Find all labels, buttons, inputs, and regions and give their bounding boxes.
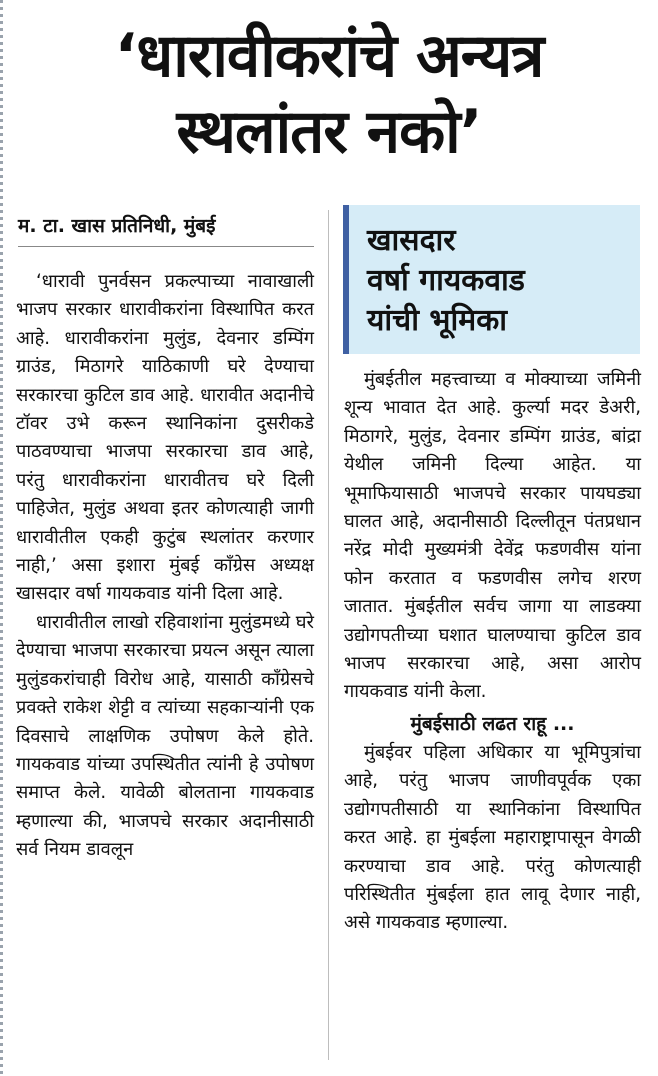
left-paragraph-1: ‘धारावी पुनर्वसन प्रकल्पाच्या नावाखाली भाजप सरकार धारावीकरांना विस्थापित करत आहे. धारावीकरांना मुलुंड, देवनार डम्पिंग ग्राउंड, मिठागरे याठिकाणी घरे देण्याचा सरकारचा कुटिल डाव आहे. धारावीत अदानीचे टॉवर उभे करून स्थानिकांना दुसरीकडे पाठवण्याचा भाजपा सरकारचा डाव आहे, परंतु धारावीकरांना धारावीतच घरे दिली पाहिजेत, मुलुंड अथवा इतर कोणत्याही जागी धारावीतील एकही कुटुंब स्थलांतर करणार नाही,’ असा इशारा मुंबई कॉंग्रेस अध्यक्ष खासदार वर्षा गायकवाड यांनी दिला आहे. <box>16 271 314 605</box>
headline-line-2: स्थलांतर नको’ <box>176 97 482 167</box>
highlight-line-2: वर्षा गायकवाड <box>367 263 525 298</box>
left-column <box>16 268 314 865</box>
highlight-line-1: खासदार <box>367 223 456 258</box>
left-paragraph-2: धारावीतील लाखो रहिवाशांना मुलुंडमध्ये घरे देण्याचा भाजपा सरकारचा प्रयत्न असून त्याला मुलुंडकरांचाही विरोध आहे, यासाठी कॉंग्रेसचे प्रवक्ते राकेश शेट्टी व त्यांच्या सहकाऱ्यांनी एक दिवसाचे लाक्षणिक उपोषण केले होते. गायकवाड यांच्या उपस्थितीत त्यांनी हे उपोषण समाप्त केले. यावेळी बोलताना गायकवाड म्हणाल्या की, भाजपचे सरकार अदानीसाठी सर्व नियम डावलून <box>16 611 314 861</box>
right-paragraph-1: मुंबईतील महत्त्वाच्या व मोक्याच्या जमिनी शून्य भावात देत आहे. कुर्ल्या मदर डेअरी, मिठागरे, मुलुंड, देवनार डम्पिंग ग्राउंड, बांद्रा येथील जमिनी दिल्या आहेत. या भूमाफियासाठी भाजपचे सरकार पायघड्या घालत आहे, अदानीसाठी दिल्लीतून पंतप्रधान नरेंद्र मोदी मुख्यमंत्री देवेंद्र फडणवीस यांना फोन करतात व फडणवीस लगेच शरण जातात. मुंबईतील सर्वच जागा या लाडक्या उद्योगपतीच्या घशात घालण्याचा कुटिल डाव भाजप सरकारचा आहे, असा आरोप गायकवाड यांनी केला. <box>344 369 641 703</box>
highlight-box <box>343 205 640 354</box>
headline-line-1: ‘धारावीकरांचे अन्यत्र <box>114 21 544 91</box>
headline <box>0 18 658 170</box>
column-divider <box>328 210 329 1060</box>
highlight-line-3: यांची भूमिका <box>367 303 508 338</box>
right-column <box>344 366 641 938</box>
right-paragraph-2: मुंबईवर पहिला अधिकार या भूमिपुत्रांचा आहे, परंतु भाजप जाणीवपूर्वक एका उद्योगपतीसाठी या स्थानिकांना विस्थापित करत आहे. हा मुंबईला महाराष्ट्रापासून वेगळी करण्याचा डाव आहे. परंतु कोणत्याही परिस्थितीत मुंबईला हात लावू देणार नाही, असे गायकवाड म्हणाल्या. <box>344 741 641 934</box>
byline: म. टा. खास प्रतिनिधी, मुंबई <box>18 212 314 247</box>
subheading: मुंबईसाठी लढत राहू ... <box>410 712 575 735</box>
